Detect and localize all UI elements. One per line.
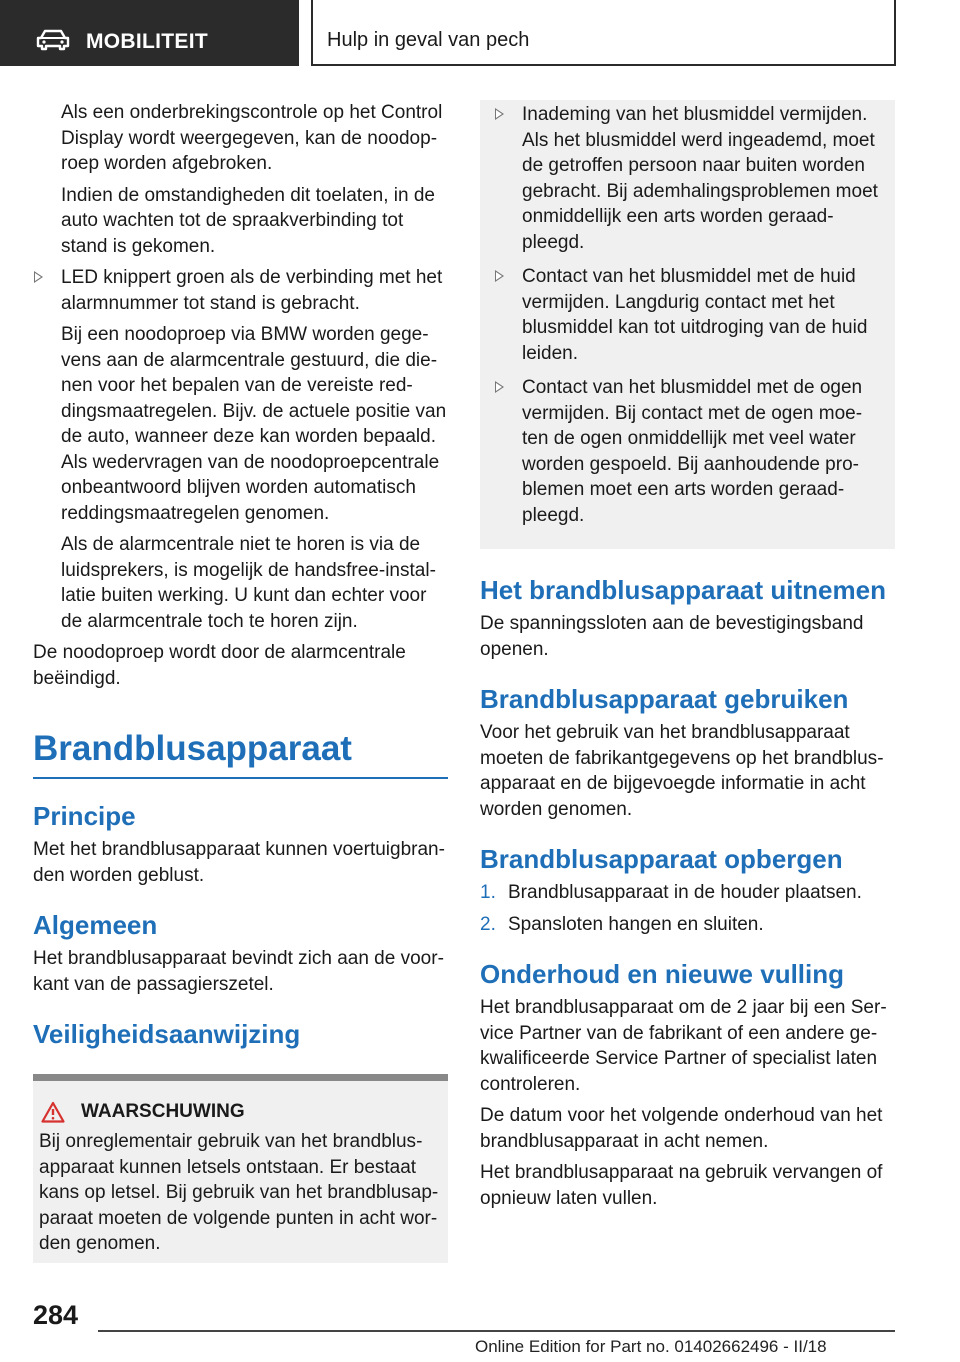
bullet-item	[33, 265, 448, 316]
paragraph: Als de alarmcentrale niet te horen is via de luidsprekers, is mogelijk de handsfree-installatie buiten werking. U kunt dan echter voor de alarmcentrale toch te horen zijn.	[61, 534, 436, 632]
header-title: Hulp in geval van pech	[327, 29, 530, 51]
footer-divider	[98, 1330, 895, 1332]
bullet-text: Contact van het blusmiddel met de huid vermijden. Langdurig contact met het blusmiddel kan tot uitdroging van de huid leiden.	[522, 266, 868, 364]
paragraph: De datum voor het volgende onderhoud van het brandblusapparaat in acht nemen.	[480, 1105, 883, 1152]
paragraph: Bij een noodoproep via BMW worden gegevens aan de alarmcentrale gestuurd, die dienen voor het bepalen van de vereiste reddingsmaatregelen. Bijv. de actuele positie van de auto, wanneer deze kan worden bepaald. Als wedervragen van de noodoproepcentrale onbeantwoord blijven worden automatisch reddingsmaatregelen genomen.	[61, 324, 447, 524]
step-number: 1.	[480, 882, 496, 903]
section-heading: Onderhoud en nieuwe vulling	[480, 959, 845, 989]
chapter-heading: Brandblusapparaat	[33, 729, 448, 779]
warning-title: WAARSCHUWING	[81, 1101, 245, 1122]
bullet-text: LED knippert groen als de verbinding met het alarmnummer tot stand is gebracht.	[61, 267, 443, 314]
warning-box	[33, 1074, 448, 1263]
warning-continued-box	[480, 100, 895, 549]
section-heading: Het brandblusapparaat uitnemen	[480, 575, 886, 605]
paragraph: Indien de omstandigheden dit toelaten, in de auto wachten tot de spraakverbinding tot stand is gekomen.	[61, 184, 435, 257]
bullet-item	[494, 375, 881, 528]
paragraph: Als een onderbrekingscontrole op het Control Display wordt weergegeven, kan de noodoproep worden afgebroken.	[61, 102, 443, 174]
paragraph: De noodoproep wordt door de alarmcentrale beëindigd.	[33, 642, 406, 689]
page-number: 284	[33, 1300, 79, 1330]
car-icon	[36, 29, 70, 51]
header-section-label: MOBILITEIT	[86, 30, 208, 53]
step-number: 2.	[480, 913, 496, 935]
header-title-box	[311, 0, 896, 66]
bullet-item	[494, 102, 881, 255]
header-section-tab	[0, 0, 299, 66]
warning-header	[39, 1101, 442, 1123]
numbered-step	[480, 880, 895, 906]
right-column	[480, 100, 895, 1217]
section-heading: Principe	[33, 801, 136, 831]
paragraph: Voor het gebruik van het brandblusapparaat moeten de fabrikantgegevens op het brandblusapparaat en de bijgevoegde informatie in acht worden genomen.	[480, 722, 884, 820]
bullet-triangle-icon	[34, 271, 43, 283]
numbered-step	[480, 912, 895, 938]
bullet-item	[494, 264, 881, 366]
section-heading: Brandblusapparaat opbergen	[480, 844, 843, 874]
paragraph: De spanningssloten aan de bevestigingsband openen.	[480, 613, 864, 660]
warning-triangle-icon	[41, 1101, 65, 1123]
bullet-text: Contact van het blusmiddel met de ogen vermijden. Bij contact met de ogen moeten de ogen onmiddellijk met veel water worden gespoeld. Bij aanhoudende problemen moet een arts worden geraadpleegd.	[522, 377, 863, 526]
section-heading: Veiligheidsaanwijzing	[33, 1019, 301, 1049]
bullet-triangle-icon	[495, 270, 504, 282]
paragraph: Het brandblusapparaat na gebruik vervangen of opnieuw laten vullen.	[480, 1162, 883, 1209]
left-column	[33, 100, 448, 1263]
bullet-triangle-icon	[495, 381, 504, 393]
bullet-text: Inademing van het blusmiddel vermijden. Als het blusmiddel werd ingeademd, moet de getroffen persoon naar buiten worden gebracht. Bij ademhalingsproblemen moet onmiddellijk een arts worden geraadpleegd.	[522, 104, 878, 253]
section-heading: Algemeen	[33, 910, 158, 940]
step-text: Spansloten hangen en sluiten.	[508, 913, 764, 935]
paragraph: Met het brandblusapparaat kunnen voertuigbranden worden geblust.	[33, 839, 445, 886]
step-text: Brandblusapparaat in de houder plaatsen.	[508, 882, 862, 903]
section-heading: Brandblusapparaat gebruiken	[480, 684, 849, 714]
bullet-triangle-icon	[495, 108, 504, 120]
warning-text: Bij onreglementair gebruik van het brandblusapparaat kunnen letsels ontstaan. Er bestaat kans op letsel. Bij gebruik van het brandblusapparaat moeten de volgende punten in acht worden genomen.	[39, 1131, 439, 1254]
paragraph: Het brandblusapparaat bevindt zich aan de voorkant van de passagierszetel.	[33, 948, 444, 995]
edition-note: Online Edition for Part no. 01402662496 - II/18	[475, 1337, 827, 1356]
paragraph: Het brandblusapparaat om de 2 jaar bij een Service Partner van de fabrikant of een andere gekwalificeerde Service Partner of specialist laten controleren.	[480, 997, 887, 1095]
